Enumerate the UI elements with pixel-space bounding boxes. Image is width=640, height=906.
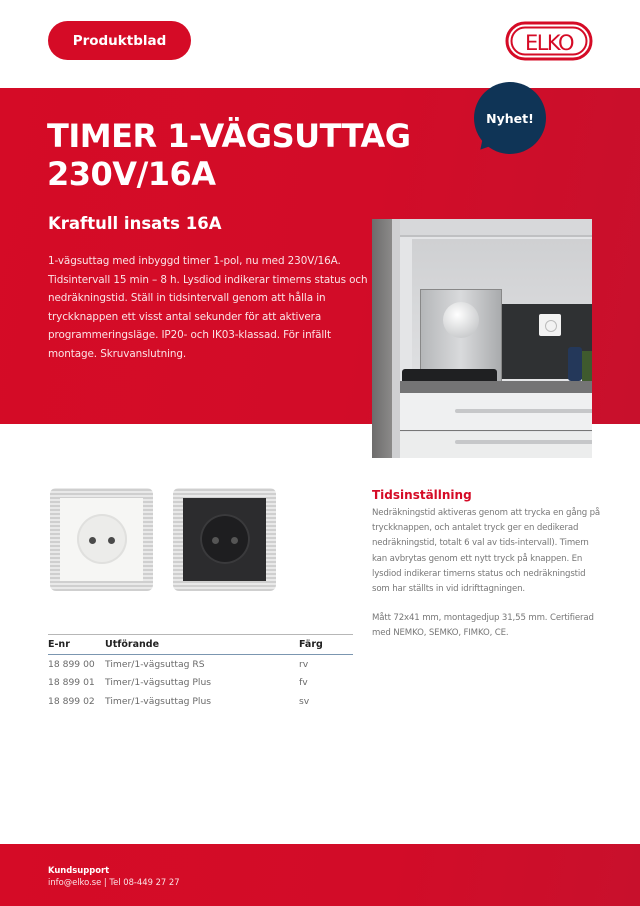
- table-row: [48, 655, 353, 674]
- wall-socket-icon: [539, 314, 561, 336]
- footer: [0, 844, 640, 906]
- white-socket-image: [50, 488, 153, 591]
- table-header: [48, 635, 353, 655]
- header-utforande: Utförande: [105, 639, 160, 650]
- cell-enr: 18 899 00: [48, 658, 95, 670]
- cell-farg: fv: [299, 677, 308, 689]
- footer-contact: info@elko.se | Tel 08-449 27 27: [48, 877, 180, 887]
- new-badge: Nyhet!: [474, 82, 546, 154]
- table-row: [48, 674, 353, 693]
- product-images: [50, 488, 270, 600]
- cell-utforande: Timer/1-vägsuttag Plus: [105, 677, 212, 689]
- page-title: [47, 117, 467, 193]
- intro-text: 1-vägsuttag med inbyggd timer 1-pol, nu med 230V/16A. Tidsintervall 15 min – 8 h. Lysdiod indikerar timerns status och nedräkningstid. Ställ in tidsintervall genom att hålla in tryckknappen ett visst antal sekunder för att aktivera programmeringsläge. IP20- och IK03-klassad. För infällt montage. Skruvanslutning.: [48, 255, 368, 360]
- logo-text: ELKO: [524, 31, 574, 55]
- title-line-2: 230V/16A: [47, 155, 216, 193]
- cell-farg: rv: [299, 658, 309, 670]
- header-enr: E-nr: [48, 639, 70, 650]
- cell-enr: 18 899 02: [48, 695, 95, 707]
- table-row: [48, 692, 353, 711]
- spec-text: Mått 72x41 mm, montagedjup 31,55 mm. Certifierad med NEMKO, SEMKO, FIMKO, CE.: [372, 613, 594, 639]
- details-section: [372, 488, 602, 642]
- details-body: Nedräkningstid aktiveras genom att trycka en gång på tryckknappen, och antalet tryck ger en dedikerad nedräkningstid, totalt 6 val av tids-intervall). Timern kan avbrytas genom ett nytt tryck på knappen. En lysdiod indikerar timerns status och nedräkningstid som har ställts in vid idrifttagningen.: [372, 508, 601, 595]
- details-heading: Tidsinställning: [372, 488, 472, 502]
- footer-label: Kundsupport: [48, 865, 110, 875]
- cell-utforande: Timer/1-vägsuttag Plus: [105, 695, 212, 707]
- header-farg: Färg: [299, 639, 323, 650]
- product-table: [48, 634, 353, 711]
- cell-farg: sv: [299, 695, 310, 707]
- cell-utforande: Timer/1-vägsuttag RS: [105, 658, 205, 670]
- cell-enr: 18 899 01: [48, 677, 95, 689]
- subtitle: Kraftull insats 16A: [48, 214, 222, 233]
- produktblad-pill: Produktblad: [48, 21, 191, 60]
- title-line-1: TIMER 1-VÄGSUTTAG: [47, 117, 411, 155]
- black-socket-image: [173, 488, 276, 591]
- elko-logo: [505, 21, 593, 61]
- product-photo: [372, 219, 592, 458]
